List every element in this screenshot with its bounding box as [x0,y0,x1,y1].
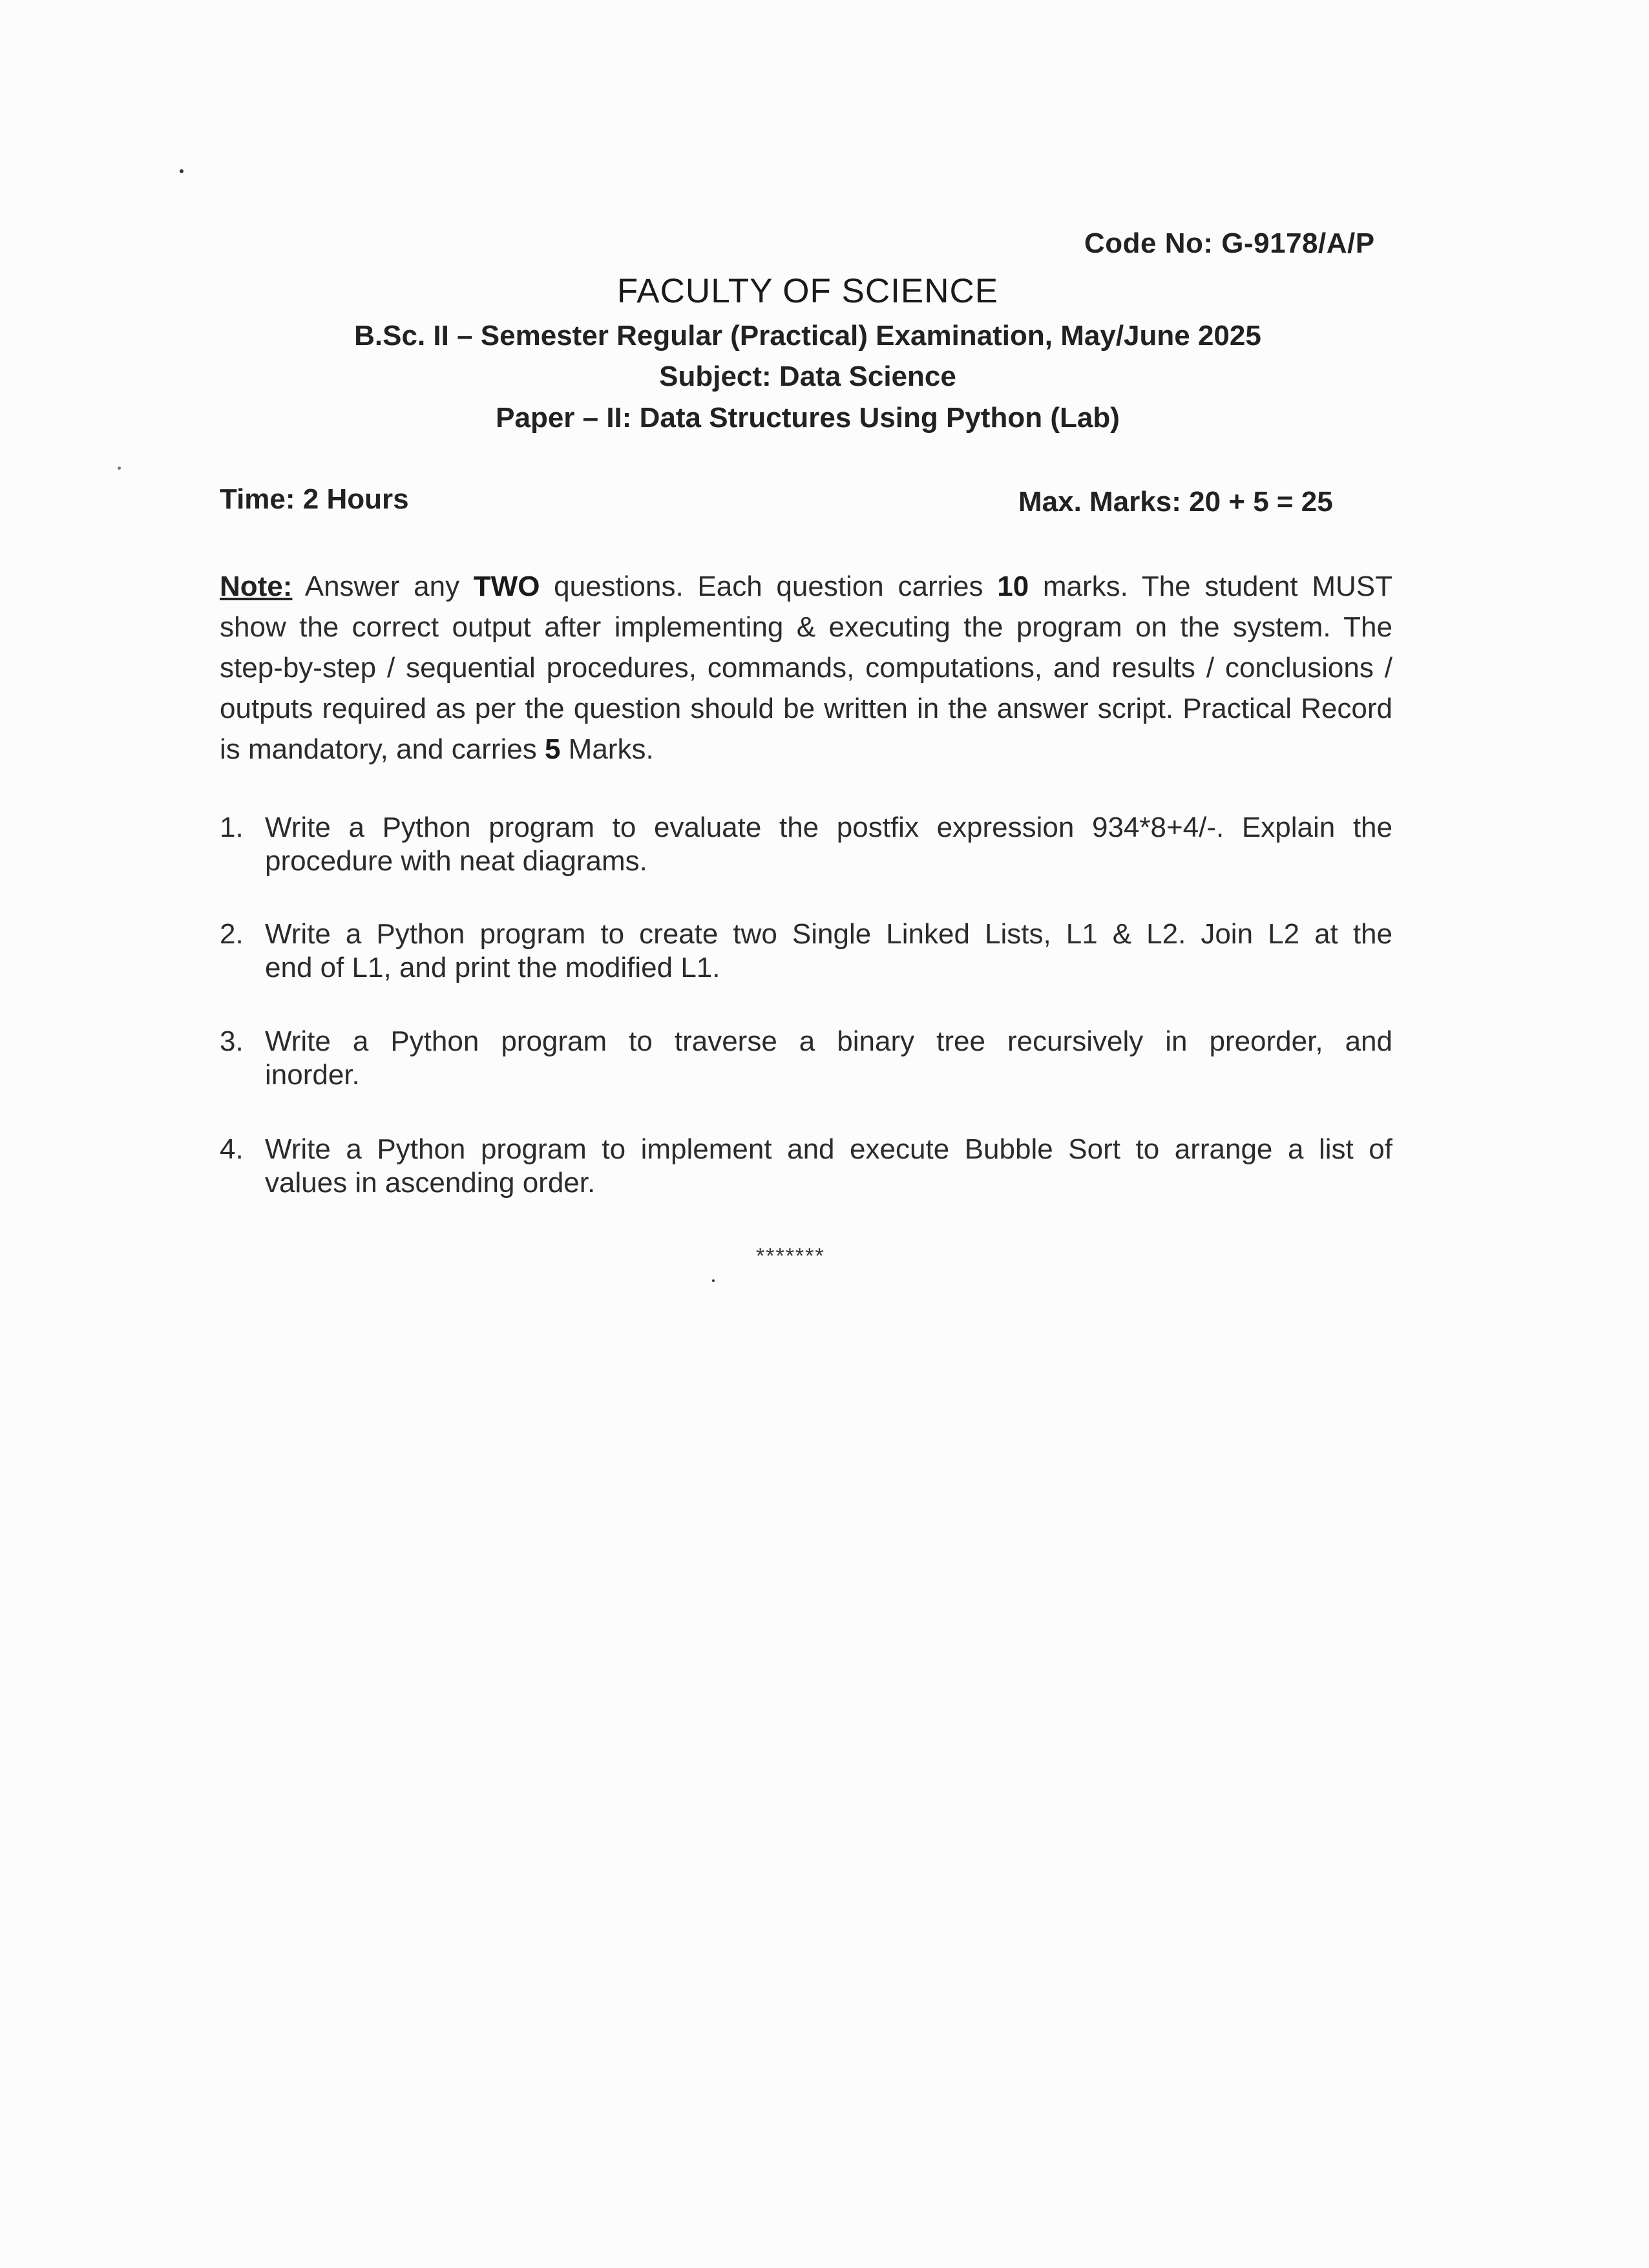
subject-title: Subject: Data Science [659,361,956,392]
question-line: procedure with neat diagrams. [265,845,647,877]
paper-title: Paper – II: Data Structures Using Python (Lab) [496,402,1120,434]
exam-title: B.Sc. II – Semester Regular (Practical) Examination, May/June 2025 [354,320,1261,352]
question-line: inorder. [265,1059,360,1091]
question-4 [220,1133,1392,1200]
exam-duration: Time: 2 Hours [220,483,409,515]
note-label: Note: [220,571,293,602]
note-text: Answer any [292,571,474,602]
question-line: values in ascending order. [265,1167,596,1199]
question-number: 3. [220,1025,244,1057]
max-marks: Max. Marks: 20 + 5 = 25 [1018,486,1333,518]
scan-speck [712,1279,715,1282]
scan-speck [118,467,121,470]
question-2 [220,918,1392,985]
question-number: 2. [220,918,244,950]
end-marker: ******* [756,1244,825,1268]
note-bold-two: TWO [473,571,540,602]
faculty-title: FACULTY OF SCIENCE [616,272,999,310]
question-1 [220,811,1392,878]
note-text: questions. Each question carries [540,571,998,602]
question-3 [220,1025,1392,1092]
question-line: Write a Python program to traverse a binary tree recursively in preorder, and [265,1025,1392,1057]
question-number: 1. [220,812,244,843]
note-bold-five: 5 [544,733,561,765]
code-number: Code No: G-9178/A/P [1084,227,1375,259]
question-line: end of L1, and print the modified L1. [265,952,720,983]
note-text: marks. The student MUST show the correct output after implementing & executing the program on the system. The step-by-step / sequential procedures, commands, computations, and results / conclusions / outputs required as per the question should be written in the answer script. Practical Record is mandatory, and carries [220,571,1393,765]
note-text: Marks. [560,733,654,765]
question-line: Write a Python program to implement and execute Bubble Sort to arrange a list of [265,1133,1392,1165]
question-number: 4. [220,1133,244,1165]
scan-speck [180,169,184,173]
note-bold-ten: 10 [997,571,1029,602]
instructions-note [220,566,1392,770]
question-line: Write a Python program to create two Single Linked Lists, L1 & L2. Join L2 at the [265,918,1392,950]
question-line: Write a Python program to evaluate the postfix expression 934*8+4/-. Explain the [265,812,1392,843]
